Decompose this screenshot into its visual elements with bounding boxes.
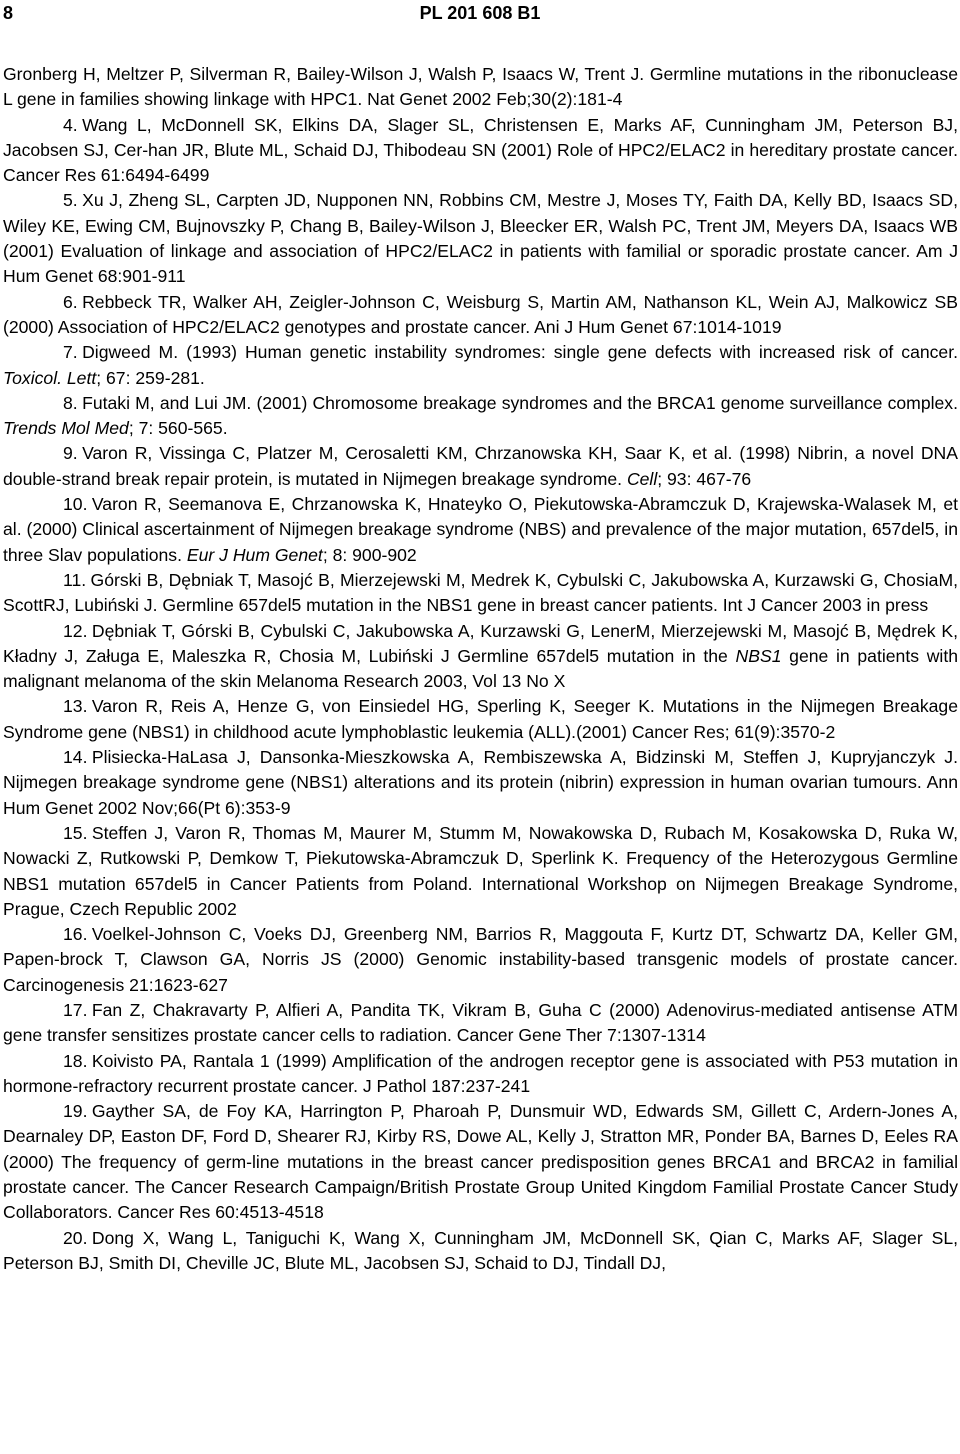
reference-number: 14. — [63, 747, 88, 768]
page-header — [0, 0, 960, 30]
reference-number: 12. — [63, 620, 88, 641]
reference-text: Steffen J, Varon R, Thomas M, Maurer M, Stumm M, Nowakowska D, Rubach M, Kosakowska D, Ruka W, Nowacki Z, Rutkowski P, Demkow T, Piekutowska-Abramczuk D, Sperlink K. Frequency of the Heterozygous Germline NBS1 mutation 657del5 in Cancer Patients from Poland. International Workshop on Nijmegen Breakage Syndrome, Prague, Czech Republic 2002 — [3, 822, 958, 919]
reference-text: Fan Z, Chakravarty P, Alfieri A, Pandita TK, Vikram B, Guha C (2000) Adenovirus-mediated antisense ATM gene transfer sensitizes prostate cancer cells to radiation. Cancer Gene Ther 7:1307-1314 — [3, 999, 958, 1046]
reference-number: 18. — [63, 1050, 88, 1071]
reference-text: Varon R, Vissinga C, Platzer M, Cerosaletti KM, Chrzanowska KH, Saar K, et al. (1998) Nibrin, a novel DNA double-strand break repair protein, is mutated in Nijmegen breakage syndrome. — [3, 443, 958, 489]
reference-item — [3, 568, 958, 619]
reference-text: Digweed M. (1993) Human genetic instability syndromes: single gene defects with increased risk of cancer. — [82, 342, 958, 363]
reference-text: Futaki M, and Lui JM. (2001) Chromosome breakage syndromes and the BRCA1 genome surveillance complex. — [82, 392, 958, 413]
reference-text: Gronberg H, Meltzer P, Silverman R, Bailey-Wilson J, Walsh P, Isaacs W, Trent J. Germline mutations in the ribonuclease L gene in families showing linkage with HPC1. Nat Genet 2002 Feb;30(2):181-4 — [3, 64, 958, 110]
reference-text: Wang L, McDonnell SK, Elkins DA, Slager SL, Christensen E, Marks AF, Cunningham JM, Peterson BJ, Jacobsen SJ, Cer-han JR, Blute ML, Schaid DJ, Thibodeau SN (2001) Role of HPC2/ELAC2 in hereditary prostate cancer. Cancer Res 61:6494-6499 — [3, 114, 958, 186]
reference-item — [3, 694, 958, 745]
reference-item — [3, 619, 958, 695]
reference-number: 20. — [63, 1227, 88, 1248]
page-number: 8 — [3, 3, 14, 23]
reference-list — [3, 62, 958, 1276]
reference-item — [3, 62, 958, 113]
reference-text: ; 67: 259-281. — [96, 367, 205, 388]
reference-journal: Trends Mol Med — [3, 418, 129, 439]
reference-number: 8. — [63, 392, 78, 413]
reference-number: 6. — [63, 291, 78, 312]
reference-number: 15. — [63, 822, 88, 843]
reference-journal: Eur J Hum Genet — [186, 544, 323, 565]
reference-item — [3, 290, 958, 341]
reference-number: 4. — [63, 114, 78, 135]
reference-item — [3, 1049, 958, 1100]
reference-text: gene in patients with malignant melanoma of the skin Melanoma Research 2003, Vol 13 No X — [3, 645, 959, 692]
reference-text: Plisiecka-HaLasa J, Dansonka-Mieszkowska A, Rembiszewska A, Bidzinski M, Steffen J, Kupryjanczyk J. Nijmegen breakage syndrome gene (NBS1) alterations and its protein (nibrin) expression in human ovarian tumours. Ann Hum Genet 2002 Nov;66(Pt 6):353-9 — [3, 747, 958, 818]
reference-text: Voelkel-Johnson C, Voeks DJ, Greenberg NM, Barrios R, Maggouta F, Kurtz DT, Schwartz DA, Keller GM, Papen-brock T, Clawson GA, Norris JS (2000) Genomic instability-based transgenic models of prostate cancer. Carcinogenesis 21:1623-627 — [3, 924, 958, 995]
reference-item — [3, 441, 958, 492]
reference-number: 7. — [63, 342, 78, 363]
reference-text: Dong X, Wang L, Taniguchi K, Wang X, Cunningham JM, McDonnell SK, Qian C, Marks AF, Slager SL, Peterson BJ, Smith DI, Cheville JC, Blute ML, Jacobsen SJ, Schaid to DJ, Tindall DJ, — [3, 1227, 958, 1273]
reference-text: ; 7: 560-565. — [128, 418, 228, 439]
reference-item — [3, 391, 958, 442]
reference-item — [3, 492, 958, 568]
reference-item — [3, 922, 958, 998]
reference-number: 13. — [63, 696, 88, 717]
reference-text: Xu J, Zheng SL, Carpten JD, Nupponen NN, Robbins CM, Mestre J, Moses TY, Faith DA, Kelly BD, Isaacs SD, Wiley KE, Ewing CM, Bujnovszky P, Chang B, Bailey-Wilson J, Bleecker ER, Walsh PC, Trent JM, Meyers DA, Isaacs WB (2001) Evaluation of linkage and association of HPC2/ELAC2 in patients with familial or sporadic prostate cancer. Am J Hum Genet 68:901-911 — [3, 190, 958, 287]
reference-item — [3, 113, 958, 189]
reference-text: Gayther SA, de Foy KA, Harrington P, Pharoah P, Dunsmuir WD, Edwards SM, Gillett C, Ardern-Jones A, Dearnaley DP, Easton DF, Ford D, Shearer RJ, Kirby RS, Dowe AL, Kelly J, Stratton MR, Ponder BA, Barnes D, Eeles RA (2000) The frequency of germ-line mutations in the breast cancer predisposition genes BRCA1 and BRCA2 in familial prostate cancer. The Cancer Research Campaign/British Prostate Group United Kingdom Familial Prostate Cancer Study Collaborators. Cancer Res 60:4513-4518 — [3, 1101, 958, 1223]
reference-item — [3, 188, 958, 289]
reference-journal: Cell — [626, 468, 658, 489]
reference-item — [3, 821, 958, 922]
reference-text: ; 93: 467-76 — [657, 468, 752, 489]
reference-text: Rebbeck TR, Walker AH, Zeigler-Johnson C, Weisburg S, Martin AM, Nathanson KL, Wein AJ, Malkowicz SB (2000) Association of HPC2/ELAC2 genotypes and prostate cancer. Ani J Hum Genet 67:1014-1019 — [3, 291, 958, 337]
reference-text: ; 8: 900-902 — [322, 544, 417, 565]
reference-item — [3, 1226, 958, 1277]
reference-number: 9. — [63, 443, 78, 464]
reference-text: Dębniak T, Górski B, Cybulski C, Jakubowska A, Kurzawski G, LenerM, Mierzejewski M, Masojć B, Mędrek K, Kładny J, Załuga E, Maleszka R, Chosia M, Lubiński J Germline 657del5 mutation in the — [3, 620, 958, 666]
reference-number: 16. — [63, 924, 88, 945]
reference-item — [3, 1099, 958, 1225]
reference-text: Koivisto PA, Rantala 1 (1999) Amplification of the androgen receptor gene is associated with P53 mutation in hormone-refractory recurrent prostate cancer. J Pathol 187:237-241 — [3, 1050, 958, 1096]
reference-journal: NBS1 — [735, 645, 782, 666]
reference-text: Varon R, Reis A, Henze G, von Einsiedel HG, Sperling K, Seeger K. Mutations in the Nijmegen Breakage Syndrome gene (NBS1) in childhood acute lymphoblastic leukemia (ALL).(2001) Cancer Res; 61(9):3570-2 — [3, 696, 958, 742]
reference-text: Górski B, Dębniak T, Masojć B, Mierzejewski M, Medrek K, Cybulski C, Jakubowska A, Kurzawski G, ChosiaM, ScottRJ, Lubiński J. Germline 657del5 mutation in the NBS1 gene in breast cancer patients. Int J Cancer 2003 in press — [3, 569, 958, 616]
reference-number: 5. — [63, 190, 78, 211]
reference-number: 10. — [63, 494, 88, 515]
reference-item — [3, 998, 958, 1049]
patent-id: PL 201 608 B1 — [419, 3, 541, 23]
reference-text: Varon R, Seemanova E, Chrzanowska K, Hnateyko O, Piekutowska-Abramczuk D, Krajewska-Walasek M, et al. (2000) Clinical ascertainment of Nijmegen breakage syndrome (NBS) and prevalence of the major mutation, 657del5, in three Slav populations. — [3, 494, 958, 565]
reference-number: 19. — [63, 1101, 88, 1122]
reference-number: 11. — [63, 569, 87, 590]
reference-item — [3, 745, 958, 821]
reference-number: 17. — [63, 999, 88, 1020]
reference-journal: Toxicol. Lett — [3, 367, 97, 388]
reference-item — [3, 340, 958, 391]
